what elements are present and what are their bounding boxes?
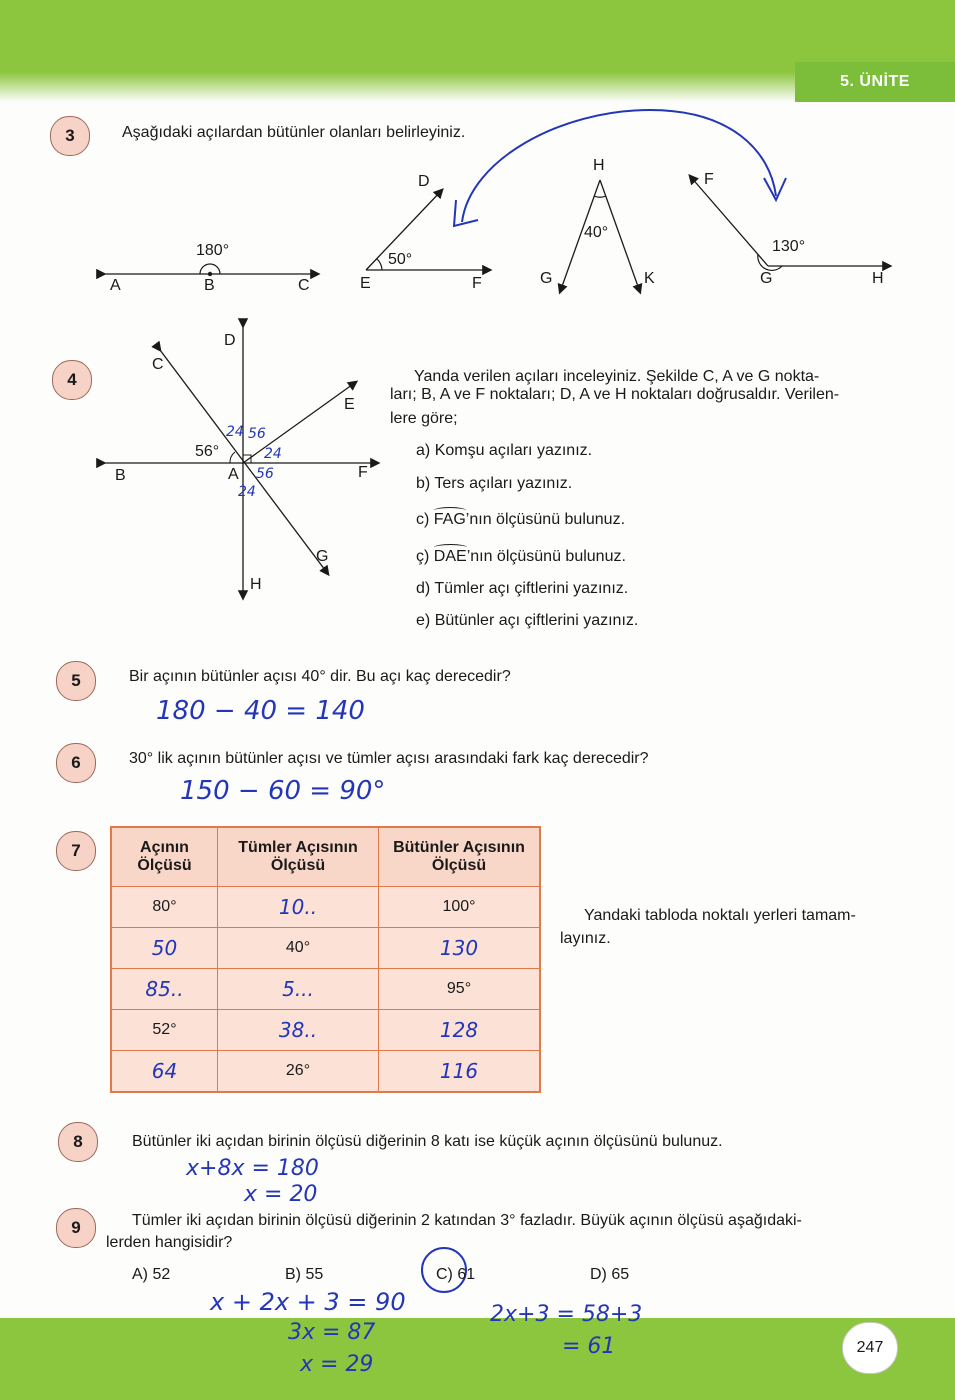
fig2-angle: 50° bbox=[388, 251, 413, 268]
header-complement: Tümler Açısının Ölçüsü bbox=[218, 827, 379, 887]
table-row bbox=[111, 969, 540, 1010]
q3-text: Aşağıdaki açılardan bütünler olanları belirleyiniz. bbox=[122, 124, 466, 141]
fig2-label-d: D bbox=[418, 173, 430, 190]
header-angle: Açının Ölçüsü bbox=[111, 827, 218, 887]
q4-hw-2: 56 bbox=[248, 426, 266, 442]
q9-work-right-1: 2x+3 = 58+3 bbox=[490, 1302, 643, 1327]
cell: 52° bbox=[111, 1010, 218, 1051]
fig4-label-h: H bbox=[872, 270, 884, 287]
header-supplement: Bütünler Açısının Ölçüsü bbox=[379, 827, 541, 887]
cell: 80° bbox=[111, 887, 218, 928]
fig3-arc bbox=[594, 196, 606, 197]
q4-item-a: a) Komşu açıları yazınız. bbox=[416, 442, 593, 459]
q9-option-d: D) 65 bbox=[590, 1266, 630, 1283]
q4-item-d: d) Tümler açı çiftlerini yazınız. bbox=[416, 580, 629, 597]
q4-item-e: e) Bütünler açı çiftlerini yazınız. bbox=[416, 612, 639, 629]
q9-text-2: lerden hangisidir? bbox=[106, 1234, 233, 1251]
q9-work-left-2: 3x = 87 bbox=[288, 1320, 376, 1345]
q5-text: Bir açının bütünler açısı 40° dir. Bu açı kaç derecedir? bbox=[129, 668, 511, 685]
cell-handwritten: 50 bbox=[111, 928, 218, 969]
fig1-vertex bbox=[208, 272, 212, 276]
question-number-8: 8 bbox=[58, 1122, 98, 1162]
cell-handwritten: 85.. bbox=[111, 969, 218, 1010]
fig4-arc bbox=[758, 254, 782, 270]
q9-option-b: B) 55 bbox=[285, 1266, 324, 1283]
q4-label-c: C bbox=[152, 356, 164, 373]
q9-work-left-3: x = 29 bbox=[300, 1352, 374, 1377]
fig1-angle: 180° bbox=[196, 242, 230, 259]
q4-label-g: G bbox=[316, 548, 329, 565]
q9-work-right-2: = 61 bbox=[562, 1334, 616, 1359]
angles-table bbox=[110, 826, 541, 1093]
q4-angle: 56° bbox=[195, 443, 220, 460]
q4-intro-3: lere göre; bbox=[390, 410, 458, 427]
q4-label-h: H bbox=[250, 576, 262, 593]
table-row bbox=[111, 928, 540, 969]
cell-handwritten: 128 bbox=[379, 1010, 541, 1051]
q7-side-text-2: layınız. bbox=[560, 930, 611, 947]
q4-item-c-cedilla: ç) DAE’nın ölçüsünü bulunuz. bbox=[416, 548, 626, 565]
table-row bbox=[111, 887, 540, 928]
fig2-label-f: F bbox=[472, 275, 482, 292]
fig4-angle: 130° bbox=[772, 238, 806, 255]
question-number-9: 9 bbox=[56, 1208, 96, 1248]
q4-label-a: A bbox=[228, 466, 239, 483]
q5-answer: 180 − 40 = 140 bbox=[156, 696, 365, 726]
question-number-6: 6 bbox=[56, 743, 96, 783]
cell: 40° bbox=[218, 928, 379, 969]
q9-option-c: C) 61 bbox=[436, 1266, 476, 1283]
cell-handwritten: 5... bbox=[218, 969, 379, 1010]
q9-work-left-1: x + 2x + 3 = 90 bbox=[210, 1288, 406, 1316]
fig1-label-a: A bbox=[110, 277, 121, 294]
fig3-label-g: G bbox=[540, 270, 553, 287]
question-number-5: 5 bbox=[56, 661, 96, 701]
q4-label-b: B bbox=[115, 467, 126, 484]
page-number: 247 bbox=[842, 1322, 898, 1374]
q4-angle-arc bbox=[230, 452, 235, 463]
q4-item-b: b) Ters açıları yazınız. bbox=[416, 475, 573, 492]
q6-answer: 150 − 60 = 90° bbox=[180, 776, 386, 806]
cell-handwritten: 10.. bbox=[218, 887, 379, 928]
fig2-arc bbox=[377, 259, 382, 270]
q8-answer-1: x+8x = 180 bbox=[186, 1156, 319, 1181]
fig4-label-f: F bbox=[704, 171, 714, 188]
q4-label-f: F bbox=[358, 464, 368, 481]
cell-handwritten: 38.. bbox=[218, 1010, 379, 1051]
question-number-3: 3 bbox=[50, 116, 90, 156]
question-number-7: 7 bbox=[56, 831, 96, 871]
cell-handwritten: 64 bbox=[111, 1051, 218, 1093]
q4-label-d: D bbox=[224, 332, 236, 349]
q4-intro-2: ları; B, A ve F noktaları; D, A ve H noktaları doğrusaldır. Verilen- bbox=[390, 386, 840, 403]
question-number-4: 4 bbox=[52, 360, 92, 400]
q4-hw-1: 24 bbox=[226, 424, 244, 440]
q4-label-e: E bbox=[344, 396, 355, 413]
cell-handwritten: 130 bbox=[379, 928, 541, 969]
q7-side-text-1: Yandaki tabloda noktalı yerleri tamam- bbox=[584, 907, 856, 924]
q4-hw-4: 56 bbox=[256, 466, 274, 482]
handwritten-arrow bbox=[462, 110, 776, 222]
q4-ray-ae bbox=[243, 382, 356, 463]
fig4-label-g: G bbox=[760, 270, 773, 287]
cell: 26° bbox=[218, 1051, 379, 1093]
table-row bbox=[111, 1010, 540, 1051]
q6-text: 30° lik açının bütünler açısı ve tümler açısı arasındaki fark kaç derecedir? bbox=[129, 750, 649, 767]
q4-intro-1: Yanda verilen açıları inceleyiniz. Şekilde C, A ve G nokta- bbox=[414, 368, 820, 385]
fig1-label-c: C bbox=[298, 277, 310, 294]
q9-option-a: A) 52 bbox=[132, 1266, 171, 1283]
fig3-label-k: K bbox=[644, 270, 655, 287]
fig4-ray-gf bbox=[690, 176, 768, 266]
fig1-label-b: B bbox=[204, 277, 215, 294]
cell: 100° bbox=[379, 887, 541, 928]
fig2-label-e: E bbox=[360, 275, 371, 292]
table-row bbox=[111, 1051, 540, 1093]
q4-hw-5: 24 bbox=[238, 484, 256, 500]
fig3-label-h: H bbox=[593, 157, 605, 174]
q8-answer-2: x = 20 bbox=[244, 1182, 318, 1207]
q4-item-c: c) FAG’nın ölçüsünü bulunuz. bbox=[416, 511, 626, 528]
fig3-angle: 40° bbox=[584, 224, 609, 241]
unit-label: 5. ÜNİTE bbox=[795, 62, 955, 102]
cell: 95° bbox=[379, 969, 541, 1010]
q8-text: Bütünler iki açıdan birinin ölçüsü diğerinin 8 katı ise küçük açının ölçüsünü bulunuz. bbox=[132, 1133, 723, 1150]
footer-band bbox=[0, 1318, 955, 1400]
cell-handwritten: 116 bbox=[379, 1051, 541, 1093]
q9-text-1: Tümler iki açıdan birinin ölçüsü diğerinin 2 katından 3° fazladır. Büyük açının ölçüsü aşağıdaki- bbox=[132, 1212, 802, 1229]
q4-hw-3: 24 bbox=[264, 446, 282, 462]
